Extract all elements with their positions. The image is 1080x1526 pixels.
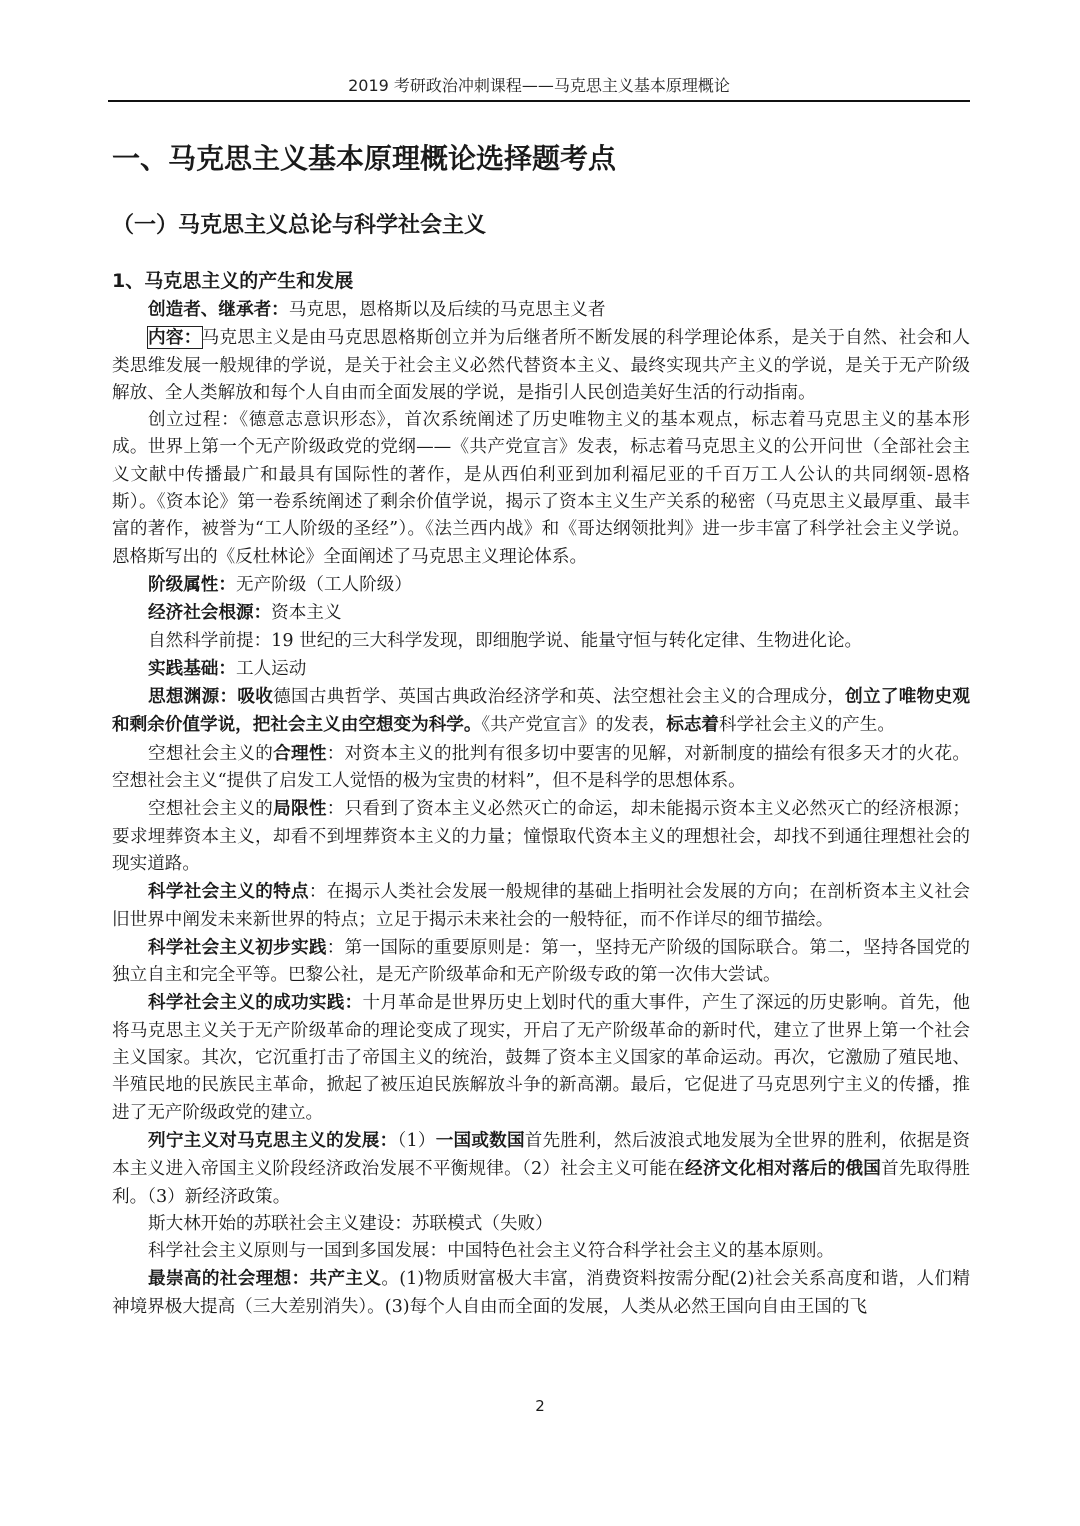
paragraph [112, 1211, 970, 1238]
bold-run: 创立了唯物史观和剩余价值学说，把社会主义由空想变为科学。 [112, 686, 970, 736]
chapter-title: 一、马克思主义基本原理概论选择题考点 [112, 142, 617, 175]
paragraph [112, 683, 970, 740]
paragraph [112, 1265, 970, 1321]
text-run: 创立过程：《德意志意识形态》，首次系统阐述了历史唯物主义的基本观点，标志着马克思主义的基本形成。世界上第一个无产阶级政党的党纲——《共产党宣言》发表，标志着马克思主义的公开问世（全部社会主义文献中传播最广和最具有国际性的著作，是从西伯利亚到加利福尼亚的千百万工人公认的共同纲领-恩格斯）。《资本论》第一卷系统阐述了剩余价值学说，揭示了资本主义生产关系的秘密（马克思主义最厚重、最丰富的著作，被誉为“工人阶级的圣经”）。《法兰西内战》和《哥达纲领批判》进一步丰富了科学社会主义学说。恩格斯写出的《反杜林论》全面阐述了马克思主义理论体系。 [112, 410, 970, 567]
section-title: （一）马克思主义总论与科学社会主义 [112, 213, 487, 238]
bold-run: 阶级属性： [148, 573, 236, 595]
text-run: 自然科学前提：19 世纪的三大科学发现，即细胞学说、能量守恒与转化定律、生物进化论。 [148, 630, 863, 651]
paragraph [112, 878, 970, 934]
paragraph [112, 599, 970, 627]
bold-run: 最崇高的社会理想：共产主义 [148, 1268, 382, 1290]
running-header: 2019 考研政治冲刺课程——马克思主义基本原理概论 [348, 76, 730, 95]
bold-run: 标志着 [666, 714, 720, 736]
paragraph [112, 1127, 970, 1211]
paragraph [112, 795, 970, 878]
paragraph [112, 296, 970, 324]
bold-run: 实践基础： [148, 657, 236, 679]
body-text [112, 296, 970, 1321]
text-run: （1） [397, 1130, 436, 1151]
text-run: 马克思，恩格斯以及后续的马克思主义者 [288, 300, 606, 320]
bold-run: 思想渊源：吸收 [148, 686, 274, 708]
text-run: 工人运动 [235, 658, 307, 679]
bold-run: 科学社会主义的成功实践： [148, 992, 363, 1014]
bold-run: 一国或数国 [435, 1129, 525, 1151]
text-run: 首先胜利，然后波浪式地发展为全世界的胜利，依据是资本主义进入帝国主义阶段经济政治发展不平衡规律。（2）社会主义可能在 [112, 1130, 970, 1180]
text-run: 首先取得胜利。（3）新经济政策。 [112, 1159, 970, 1207]
paragraph [112, 740, 970, 796]
text-run: 资本主义 [271, 603, 342, 624]
bold-run: 科学社会主义初步实践 [148, 936, 327, 958]
text-run: 马克思主义是由马克思恩格斯创立并为后继者所不断发展的科学理论体系，是关于自然、社会和人类思维发展一般规律的学说，是关于社会主义必然代替资本主义、最终实现共产主义的学说，是关于无产阶级解放、全人类解放和每个人自由而全面发展的学说，是指引人民创造美好生活的行动指南。 [112, 328, 970, 403]
text-run: 《共产党宣言》的发表， [481, 715, 667, 736]
text-run: ：在揭示人类社会发展一般规律的基础上指明社会发展的方向；在剖析资本主义社会旧世界中阐发未来新世界的特点；立足于揭示未来社会的一般特征，而不作详尽的细节描绘。 [112, 882, 970, 930]
paragraph [112, 989, 970, 1126]
paragraph [112, 655, 970, 683]
text-run: 斯大林开始的苏联社会主义建设：苏联模式（失败） [148, 1213, 553, 1234]
text-run: 。(1)物质财富极大丰富，消费资料按需分配(2)社会关系高度和谐，人们精神境界极大提高（三大差别消失）。(3)每个人自由而全面的发展，人类从必然王国向自由王国的飞 [112, 1269, 970, 1317]
paragraph [112, 324, 970, 407]
paragraph [112, 1238, 970, 1265]
subsection-title: 1、马克思主义的产生和发展 [112, 270, 354, 292]
paragraph [112, 628, 970, 655]
text-run: 空想社会主义的 [148, 743, 274, 764]
text-run: 科学社会主义原则与一国到多国发展：中国特色社会主义符合科学社会主义的基本原则。 [148, 1241, 835, 1262]
paragraph [112, 571, 970, 599]
text-run: ：只看到了资本主义必然灭亡的命运，却未能揭示资本主义必然灭亡的经济根源；要求埋葬资本主义，却看不到埋葬资本主义的力量；憧憬取代资本主义的理想社会，却找不到通往理想社会的现实道路。 [112, 799, 970, 874]
header-rule [108, 100, 970, 102]
bold-run: 创造者、继承者： [148, 299, 289, 320]
text-run: 无产阶级（工人阶级） [235, 574, 412, 595]
bold-run: 合理性 [273, 742, 327, 764]
text-run: 科学社会主义的产生。 [719, 715, 895, 736]
bold-run: 内容： [148, 327, 202, 349]
paragraph [112, 407, 970, 571]
bold-run: 列宁主义对马克思主义的发展： [148, 1129, 398, 1151]
text-run: 空想社会主义的 [148, 799, 274, 820]
page-number: 2 [535, 1397, 545, 1415]
text-run: 德国古典哲学、英国古典政治经济学和英、法空想社会主义的合理成分， [273, 687, 846, 708]
bold-run: 经济文化相对落后的俄国 [685, 1158, 882, 1180]
text-run: ：第一国际的重要原则是：第一，坚持无产阶级的国际联合。第二，坚持各国党的独立自主和完全平等。巴黎公社，是无产阶级革命和无产阶级专政的第一次伟大尝试。 [112, 937, 970, 986]
text-run: ：对资本主义的批判有很多切中要害的见解，对新制度的描绘有很多天才的火花。空想社会主义“提供了启发工人觉悟的极为宝贵的材料”，但不是科学的思想体系。 [112, 743, 970, 792]
bold-run: 经济社会根源： [148, 602, 272, 624]
bold-run: 科学社会主义的特点 [148, 881, 309, 903]
paragraph [112, 934, 970, 990]
text-run: 十月革命是世界历史上划时代的重大事件，产生了深远的历史影响。首先，他将马克思主义关于无产阶级革命的理论变成了现实，开启了无产阶级革命的新时代，建立了世界上第一个社会主义国家。其次，它沉重打击了帝国主义的统治，鼓舞了资本主义国家的革命运动。再次，它激励了殖民地、半殖民地的民族民主革命，掀起了被压迫民族解放斗争的新高潮。最后，它促进了马克思列宁主义的传播，推进了无产阶级政党的建立。 [112, 993, 970, 1123]
bold-run: 局限性 [273, 798, 327, 820]
